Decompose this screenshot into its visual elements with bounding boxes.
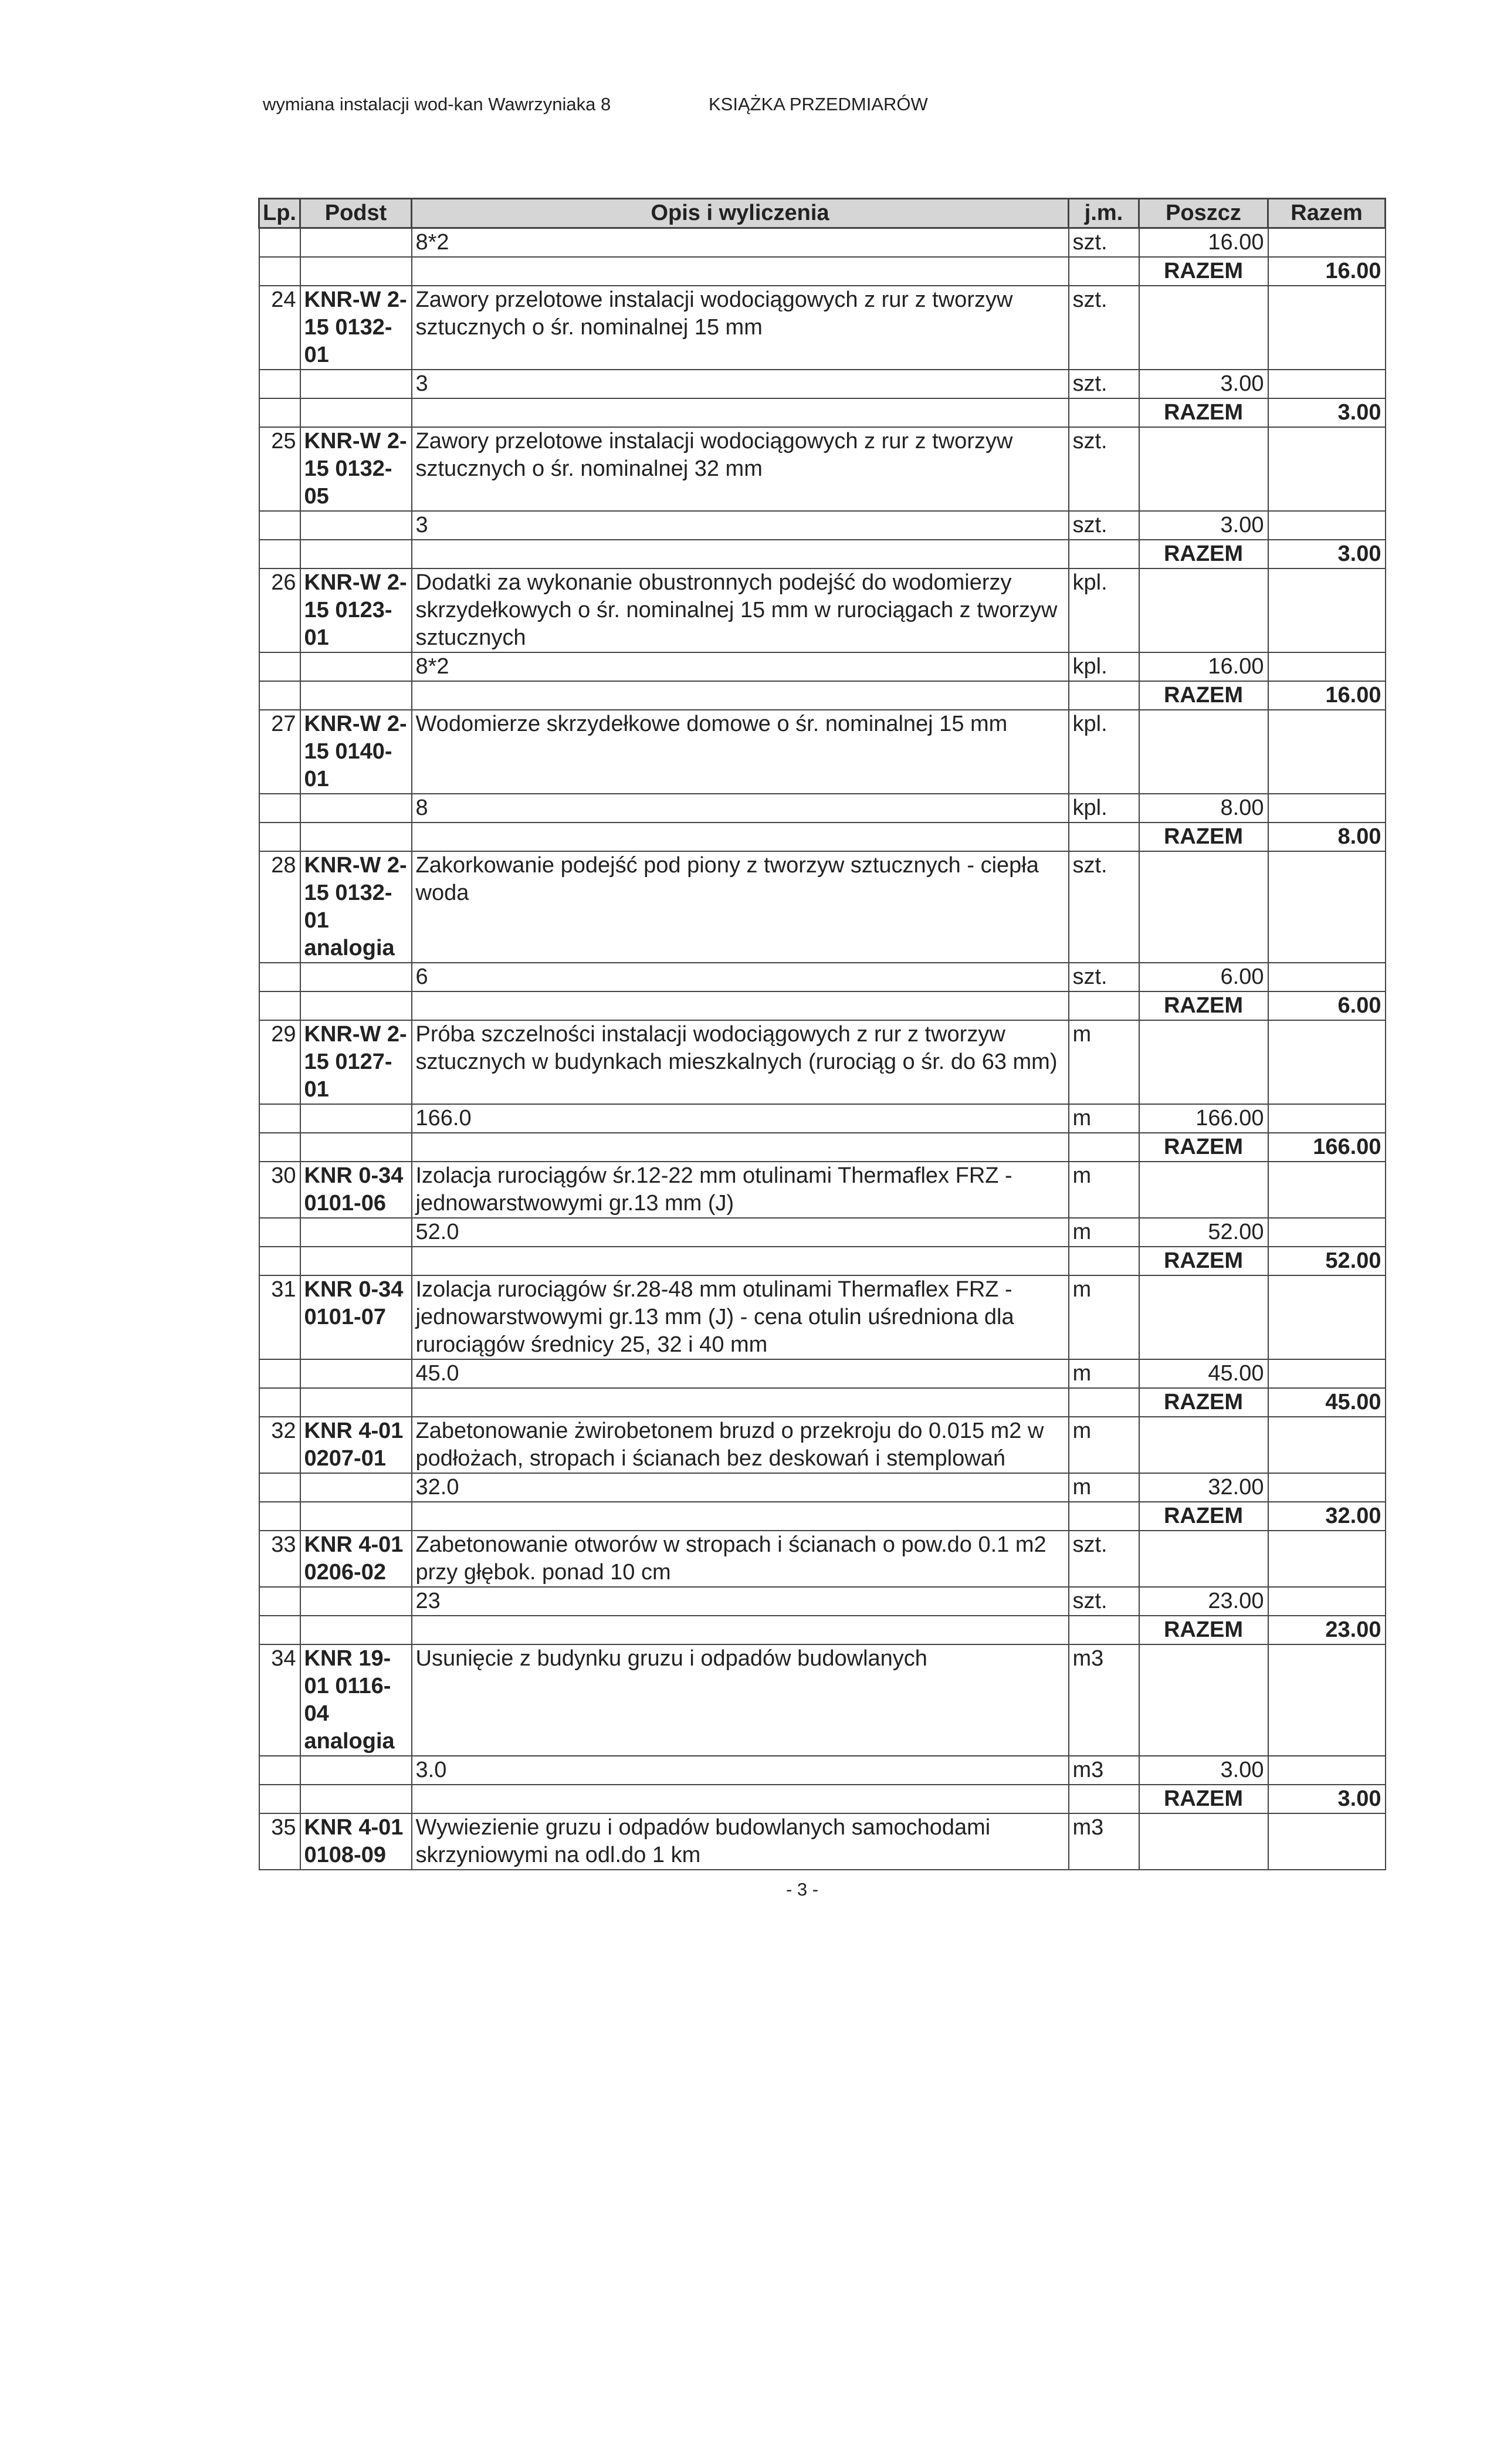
poszcz-value: 3.00: [1139, 370, 1268, 398]
empty-cell: [412, 1502, 1069, 1531]
table-body: [259, 228, 1386, 1870]
item-row: [259, 568, 1386, 652]
empty-cell: [259, 370, 300, 398]
razem-label: RAZEM: [1139, 540, 1268, 568]
empty-cell: [259, 794, 300, 823]
item-unit: m: [1069, 1275, 1139, 1359]
razem-value: 6.00: [1268, 991, 1386, 1020]
empty-cell: [300, 1359, 412, 1388]
empty-cell: [1268, 652, 1386, 681]
carry-over-razem-row: [259, 257, 1386, 286]
calc-text: 45.0: [412, 1359, 1069, 1388]
empty-cell: [1268, 1218, 1386, 1247]
empty-cell: [259, 681, 300, 710]
razem-label: RAZEM: [1139, 1785, 1268, 1813]
item-lp: 30: [259, 1162, 300, 1218]
empty-cell: [1069, 1616, 1139, 1644]
calc-unit: kpl.: [1069, 652, 1139, 681]
item-razem-row: [259, 1616, 1386, 1644]
item-podst: KNR-W 2-15 0132-01: [300, 286, 412, 370]
column-header-poszcz: Poszcz: [1139, 199, 1268, 228]
empty-cell: [300, 1756, 412, 1785]
empty-cell: [1268, 1644, 1386, 1756]
carry-over-calc-row: [259, 228, 1386, 258]
empty-cell: [1139, 427, 1268, 511]
item-unit: szt.: [1069, 851, 1139, 963]
item-row: [259, 1644, 1386, 1756]
empty-cell: [300, 1587, 412, 1616]
empty-cell: [1139, 851, 1268, 963]
razem-label: RAZEM: [1139, 1616, 1268, 1644]
empty-cell: [1069, 823, 1139, 851]
item-opis: Zawory przelotowe instalacji wodociągowych z rur z tworzyw sztucznych o śr. nominalnej 15 mm: [412, 286, 1069, 370]
empty-cell: [259, 1247, 300, 1275]
empty-cell: [300, 1616, 412, 1644]
empty-cell: [1268, 511, 1386, 540]
item-calc-row: [259, 1587, 1386, 1616]
empty-cell: [300, 963, 412, 991]
item-opis: Izolacja rurociągów śr.12-22 mm otulinami Thermaflex FRZ - jednowarstwowymi gr.13 mm (J): [412, 1162, 1069, 1218]
item-podst: KNR-W 2-15 0132-01 analogia: [300, 851, 412, 963]
item-calc-row: [259, 370, 1386, 398]
empty-cell: [1268, 1359, 1386, 1388]
empty-cell: [259, 1616, 300, 1644]
empty-cell: [1268, 1531, 1386, 1587]
razem-value: 8.00: [1268, 823, 1386, 851]
item-calc-row: [259, 963, 1386, 991]
item-podst: KNR 4-01 0108-09: [300, 1813, 412, 1870]
calc-unit: szt.: [1069, 228, 1139, 258]
empty-cell: [1069, 1133, 1139, 1162]
empty-cell: [1268, 1162, 1386, 1218]
empty-cell: [300, 991, 412, 1020]
razem-value: 16.00: [1268, 257, 1386, 286]
empty-cell: [300, 823, 412, 851]
empty-cell: [1268, 1813, 1386, 1870]
calc-unit: m: [1069, 1473, 1139, 1502]
empty-cell: [259, 1104, 300, 1133]
razem-label: RAZEM: [1139, 681, 1268, 710]
empty-cell: [1139, 1020, 1268, 1104]
item-razem-row: [259, 823, 1386, 851]
item-lp: 31: [259, 1275, 300, 1359]
calc-text: 3.0: [412, 1756, 1069, 1785]
poszcz-value: 6.00: [1139, 963, 1268, 991]
empty-cell: [259, 1218, 300, 1247]
item-podst: KNR-W 2-15 0140-01: [300, 710, 412, 794]
item-lp: 26: [259, 568, 300, 652]
empty-cell: [300, 652, 412, 681]
item-calc-row: [259, 1104, 1386, 1133]
empty-cell: [300, 794, 412, 823]
item-calc-row: [259, 1756, 1386, 1785]
item-razem-row: [259, 398, 1386, 427]
item-opis: Wodomierze skrzydełkowe domowe o śr. nominalnej 15 mm: [412, 710, 1069, 794]
empty-cell: [412, 681, 1069, 710]
column-header-razem: Razem: [1268, 199, 1386, 228]
empty-cell: [412, 398, 1069, 427]
razem-value: 23.00: [1268, 1616, 1386, 1644]
item-podst: KNR-W 2-15 0123-01: [300, 568, 412, 652]
empty-cell: [259, 1359, 300, 1388]
calc-unit: szt.: [1069, 963, 1139, 991]
item-razem-row: [259, 1502, 1386, 1531]
document-header-section: KSIĄŻKA PRZEDMIARÓW: [709, 94, 928, 114]
empty-cell: [300, 1388, 412, 1417]
empty-cell: [1139, 1417, 1268, 1473]
item-podst: KNR 4-01 0207-01: [300, 1417, 412, 1473]
empty-cell: [259, 1502, 300, 1531]
razem-label: RAZEM: [1139, 991, 1268, 1020]
empty-cell: [259, 1587, 300, 1616]
item-opis: Izolacja rurociągów śr.28-48 mm otulinami Thermaflex FRZ - jednowarstwowymi gr.13 mm (J) - cena otulin uśredniona dla rurociągów średnicy 25, 32 i 40 mm: [412, 1275, 1069, 1359]
empty-cell: [1069, 398, 1139, 427]
empty-cell: [1268, 370, 1386, 398]
empty-cell: [1139, 1531, 1268, 1587]
item-row: [259, 1417, 1386, 1473]
razem-label: RAZEM: [1139, 823, 1268, 851]
empty-cell: [300, 1218, 412, 1247]
item-calc-row: [259, 1359, 1386, 1388]
item-podst: KNR-W 2-15 0132-05: [300, 427, 412, 511]
column-header-opis: Opis i wyliczenia: [412, 199, 1069, 228]
item-unit: szt.: [1069, 286, 1139, 370]
poszcz-value: 52.00: [1139, 1218, 1268, 1247]
item-razem-row: [259, 1247, 1386, 1275]
poszcz-value: 166.00: [1139, 1104, 1268, 1133]
empty-cell: [300, 540, 412, 568]
item-lp: 34: [259, 1644, 300, 1756]
empty-cell: [300, 511, 412, 540]
empty-cell: [1069, 681, 1139, 710]
item-lp: 33: [259, 1531, 300, 1587]
empty-cell: [1268, 1756, 1386, 1785]
item-opis: Próba szczelności instalacji wodociągowych z rur z tworzyw sztucznych w budynkach mieszkalnych (rurociąg o śr. do 63 mm): [412, 1020, 1069, 1104]
empty-cell: [1268, 1020, 1386, 1104]
empty-cell: [259, 540, 300, 568]
item-lp: 35: [259, 1813, 300, 1870]
item-opis: Zabetonowanie żwirobetonem bruzd o przekroju do 0.015 m2 w podłożach, stropach i ścianach bez deskowań i stemplowań: [412, 1417, 1069, 1473]
empty-cell: [1069, 1502, 1139, 1531]
razem-value: 3.00: [1268, 398, 1386, 427]
empty-cell: [412, 991, 1069, 1020]
item-podst: KNR 0-34 0101-07: [300, 1275, 412, 1359]
empty-cell: [300, 370, 412, 398]
item-razem-row: [259, 681, 1386, 710]
calc-text: 52.0: [412, 1218, 1069, 1247]
item-row: [259, 286, 1386, 370]
calc-text: 3: [412, 511, 1069, 540]
item-razem-row: [259, 991, 1386, 1020]
column-header-jm: j.m.: [1069, 199, 1139, 228]
item-calc-row: [259, 652, 1386, 681]
empty-cell: [1069, 991, 1139, 1020]
poszcz-value: 3.00: [1139, 511, 1268, 540]
empty-cell: [1268, 1473, 1386, 1502]
empty-cell: [300, 1104, 412, 1133]
item-lp: 32: [259, 1417, 300, 1473]
empty-cell: [412, 1785, 1069, 1813]
empty-cell: [1268, 1417, 1386, 1473]
item-unit: m: [1069, 1417, 1139, 1473]
empty-cell: [1268, 1104, 1386, 1133]
empty-cell: [1268, 794, 1386, 823]
item-opis: Wywiezienie gruzu i odpadów budowlanych samochodami skrzyniowymi na odl.do 1 km: [412, 1813, 1069, 1870]
calc-unit: szt.: [1069, 1587, 1139, 1616]
calc-unit: m: [1069, 1359, 1139, 1388]
calc-unit: m: [1069, 1218, 1139, 1247]
item-opis: Usunięcie z budynku gruzu i odpadów budowlanych: [412, 1644, 1069, 1756]
razem-value: 3.00: [1268, 540, 1386, 568]
empty-cell: [1069, 1785, 1139, 1813]
empty-cell: [412, 823, 1069, 851]
document-header-title: wymiana instalacji wod-kan Wawrzyniaka 8: [263, 94, 611, 114]
item-unit: szt.: [1069, 427, 1139, 511]
calc-text: 8*2: [412, 228, 1069, 258]
empty-cell: [1268, 710, 1386, 794]
empty-cell: [1139, 710, 1268, 794]
empty-cell: [259, 1785, 300, 1813]
calc-text: 8: [412, 794, 1069, 823]
poszcz-value: 32.00: [1139, 1473, 1268, 1502]
empty-cell: [300, 1133, 412, 1162]
item-calc-row: [259, 1473, 1386, 1502]
empty-cell: [1069, 540, 1139, 568]
empty-cell: [1268, 1587, 1386, 1616]
item-row: [259, 427, 1386, 511]
empty-cell: [300, 1502, 412, 1531]
empty-cell: [412, 1616, 1069, 1644]
item-lp: 28: [259, 851, 300, 963]
item-lp: 25: [259, 427, 300, 511]
empty-cell: [259, 823, 300, 851]
item-calc-row: [259, 511, 1386, 540]
bill-of-quantities-table: [258, 198, 1386, 1870]
item-podst: KNR 19-01 0116-04 analogia: [300, 1644, 412, 1756]
calc-text: 6: [412, 963, 1069, 991]
item-unit: szt.: [1069, 1531, 1139, 1587]
razem-label: RAZEM: [1139, 1502, 1268, 1531]
empty-cell: [412, 1247, 1069, 1275]
razem-value: 45.00: [1268, 1388, 1386, 1417]
empty-cell: [259, 1756, 300, 1785]
empty-cell: [412, 1133, 1069, 1162]
calc-unit: szt.: [1069, 511, 1139, 540]
razem-label: RAZEM: [1139, 398, 1268, 427]
item-unit: m: [1069, 1162, 1139, 1218]
empty-cell: [1268, 963, 1386, 991]
item-row: [259, 1020, 1386, 1104]
page-number: - 3 -: [786, 1879, 819, 1900]
item-razem-row: [259, 1133, 1386, 1162]
item-opis: Zawory przelotowe instalacji wodociągowych z rur z tworzyw sztucznych o śr. nominalnej 32 mm: [412, 427, 1069, 511]
empty-cell: [1268, 427, 1386, 511]
item-razem-row: [259, 540, 1386, 568]
empty-cell: [412, 540, 1069, 568]
empty-cell: [1069, 1247, 1139, 1275]
item-lp: 27: [259, 710, 300, 794]
item-opis: Zabetonowanie otworów w stropach i ścianach o pow.do 0.1 m2 przy głębok. ponad 10 cm: [412, 1531, 1069, 1587]
empty-cell: [1139, 1275, 1268, 1359]
item-razem-row: [259, 1785, 1386, 1813]
empty-cell: [259, 511, 300, 540]
item-lp: 24: [259, 286, 300, 370]
poszcz-value: 23.00: [1139, 1587, 1268, 1616]
empty-cell: [1139, 286, 1268, 370]
empty-cell: [300, 1473, 412, 1502]
empty-cell: [300, 681, 412, 710]
calc-unit: m3: [1069, 1756, 1139, 1785]
item-unit: m3: [1069, 1644, 1139, 1756]
calc-text: 3: [412, 370, 1069, 398]
empty-cell: [1069, 1388, 1139, 1417]
item-razem-row: [259, 1388, 1386, 1417]
empty-cell: [1139, 1644, 1268, 1756]
item-opis: Dodatki za wykonanie obustronnych podejść do wodomierzy skrzydełkowych o śr. nominalnej 15 mm w rurociągach z tworzyw sztucznych: [412, 568, 1069, 652]
empty-cell: [259, 398, 300, 427]
calc-unit: kpl.: [1069, 794, 1139, 823]
empty-cell: [300, 398, 412, 427]
poszcz-value: 3.00: [1139, 1756, 1268, 1785]
calc-unit: m: [1069, 1104, 1139, 1133]
empty-cell: [1139, 568, 1268, 652]
item-unit: m3: [1069, 1813, 1139, 1870]
calc-text: 23: [412, 1587, 1069, 1616]
calc-text: 166.0: [412, 1104, 1069, 1133]
empty-cell: [259, 1473, 300, 1502]
razem-label: RAZEM: [1139, 1133, 1268, 1162]
empty-cell: [259, 652, 300, 681]
item-row: [259, 1531, 1386, 1587]
item-unit: kpl.: [1069, 568, 1139, 652]
item-podst: KNR 4-01 0206-02: [300, 1531, 412, 1587]
item-row: [259, 1275, 1386, 1359]
item-calc-row: [259, 1218, 1386, 1247]
empty-cell: [1139, 1162, 1268, 1218]
empty-cell: [1268, 286, 1386, 370]
poszcz-value: 16.00: [1139, 228, 1268, 258]
calc-text: 8*2: [412, 652, 1069, 681]
item-unit: kpl.: [1069, 710, 1139, 794]
empty-cell: [259, 1388, 300, 1417]
item-row: [259, 710, 1386, 794]
poszcz-value: 8.00: [1139, 794, 1268, 823]
empty-cell: [1268, 1275, 1386, 1359]
item-opis: Zakorkowanie podejść pod piony z tworzyw sztucznych - ciepła woda: [412, 851, 1069, 963]
empty-cell: [1268, 568, 1386, 652]
razem-value: 3.00: [1268, 1785, 1386, 1813]
empty-cell: [259, 991, 300, 1020]
column-header-lp: Lp.: [259, 199, 300, 228]
poszcz-value: 16.00: [1139, 652, 1268, 681]
item-lp: 29: [259, 1020, 300, 1104]
item-row: [259, 851, 1386, 963]
razem-value: 32.00: [1268, 1502, 1386, 1531]
empty-cell: [300, 1785, 412, 1813]
empty-cell: [1139, 1813, 1268, 1870]
column-header-podst: Podst: [300, 199, 412, 228]
item-unit: m: [1069, 1020, 1139, 1104]
razem-value: 52.00: [1268, 1247, 1386, 1275]
item-row: [259, 1813, 1386, 1870]
calc-text: 32.0: [412, 1473, 1069, 1502]
item-podst: KNR 0-34 0101-06: [300, 1162, 412, 1218]
item-row: [259, 1162, 1386, 1218]
empty-cell: [259, 963, 300, 991]
razem-label: RAZEM: [1139, 1388, 1268, 1417]
item-podst: KNR-W 2-15 0127-01: [300, 1020, 412, 1104]
empty-cell: [300, 1247, 412, 1275]
razem-label: RAZEM: [1139, 257, 1268, 286]
razem-value: 166.00: [1268, 1133, 1386, 1162]
calc-unit: szt.: [1069, 370, 1139, 398]
table-header-row: [259, 199, 1386, 228]
razem-label: RAZEM: [1139, 1247, 1268, 1275]
empty-cell: [1268, 851, 1386, 963]
item-calc-row: [259, 794, 1386, 823]
razem-value: 16.00: [1268, 681, 1386, 710]
poszcz-value: 45.00: [1139, 1359, 1268, 1388]
empty-cell: [412, 1388, 1069, 1417]
empty-cell: [259, 1133, 300, 1162]
